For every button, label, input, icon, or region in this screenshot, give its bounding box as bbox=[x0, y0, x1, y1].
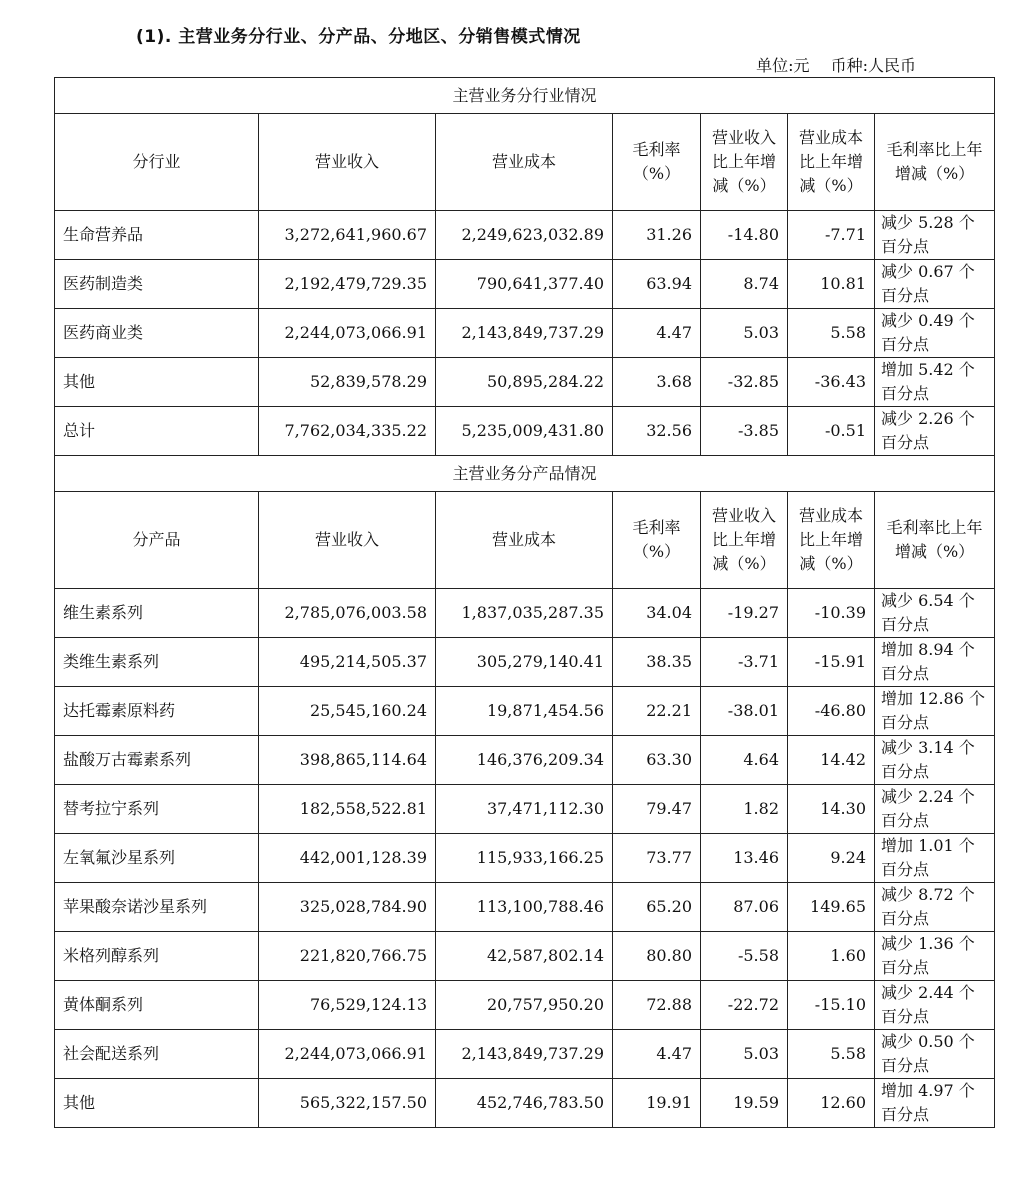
cost-change-cell: -10.39 bbox=[788, 589, 875, 638]
header-gross-margin: 毛利率（%） bbox=[613, 114, 701, 211]
revenue-cell: 25,545,160.24 bbox=[259, 687, 436, 736]
revenue-change-cell: -38.01 bbox=[701, 687, 788, 736]
gross-margin-cell: 19.91 bbox=[613, 1079, 701, 1128]
category-cell: 维生素系列 bbox=[55, 589, 259, 638]
revenue-change-cell: -14.80 bbox=[701, 211, 788, 260]
gross-margin-cell: 22.21 bbox=[613, 687, 701, 736]
revenue-cell: 495,214,505.37 bbox=[259, 638, 436, 687]
revenue-cell: 398,865,114.64 bbox=[259, 736, 436, 785]
margin-change-cell: 减少 1.36 个百分点 bbox=[875, 932, 995, 981]
margin-change-cell: 减少 2.44 个百分点 bbox=[875, 981, 995, 1030]
category-cell: 其他 bbox=[55, 358, 259, 407]
revenue-change-cell: 19.59 bbox=[701, 1079, 788, 1128]
revenue-change-cell: -19.27 bbox=[701, 589, 788, 638]
cost-cell: 790,641,377.40 bbox=[436, 260, 613, 309]
cost-cell: 2,143,849,737.29 bbox=[436, 1030, 613, 1079]
cost-change-cell: 1.60 bbox=[788, 932, 875, 981]
header-category: 分行业 bbox=[55, 114, 259, 211]
cost-change-cell: -36.43 bbox=[788, 358, 875, 407]
revenue-table bbox=[54, 77, 995, 1128]
margin-change-cell: 增加 5.42 个百分点 bbox=[875, 358, 995, 407]
gross-margin-cell: 4.47 bbox=[613, 309, 701, 358]
category-cell: 米格列醇系列 bbox=[55, 932, 259, 981]
table-row bbox=[55, 981, 995, 1030]
category-cell: 达托霉素原料药 bbox=[55, 687, 259, 736]
gross-margin-cell: 73.77 bbox=[613, 834, 701, 883]
cost-cell: 2,249,623,032.89 bbox=[436, 211, 613, 260]
revenue-change-cell: -3.85 bbox=[701, 407, 788, 456]
header-margin-change: 毛利率比上年增减（%） bbox=[875, 114, 995, 211]
revenue-change-cell: 5.03 bbox=[701, 1030, 788, 1079]
margin-change-cell: 减少 6.54 个百分点 bbox=[875, 589, 995, 638]
revenue-cell: 2,785,076,003.58 bbox=[259, 589, 436, 638]
header-gross-margin: 毛利率（%） bbox=[613, 492, 701, 589]
cost-cell: 2,143,849,737.29 bbox=[436, 309, 613, 358]
margin-change-cell: 减少 5.28 个百分点 bbox=[875, 211, 995, 260]
revenue-change-cell: 1.82 bbox=[701, 785, 788, 834]
margin-change-cell: 增加 8.94 个百分点 bbox=[875, 638, 995, 687]
revenue-change-cell: 8.74 bbox=[701, 260, 788, 309]
unit-note bbox=[740, 53, 916, 76]
cost-change-cell: 10.81 bbox=[788, 260, 875, 309]
category-cell: 社会配送系列 bbox=[55, 1030, 259, 1079]
revenue-cell: 2,244,073,066.91 bbox=[259, 1030, 436, 1079]
cost-cell: 305,279,140.41 bbox=[436, 638, 613, 687]
cost-cell: 19,871,454.56 bbox=[436, 687, 613, 736]
revenue-cell: 325,028,784.90 bbox=[259, 883, 436, 932]
revenue-change-cell: 5.03 bbox=[701, 309, 788, 358]
margin-change-cell: 增加 4.97 个百分点 bbox=[875, 1079, 995, 1128]
category-cell: 医药商业类 bbox=[55, 309, 259, 358]
cost-change-cell: -15.91 bbox=[788, 638, 875, 687]
table-row bbox=[55, 785, 995, 834]
margin-change-cell: 减少 0.50 个百分点 bbox=[875, 1030, 995, 1079]
revenue-cell: 3,272,641,960.67 bbox=[259, 211, 436, 260]
header-cost-change: 营业成本比上年增减（%） bbox=[788, 492, 875, 589]
industry-section-title: 主营业务分行业情况 bbox=[55, 78, 995, 114]
revenue-change-cell: -22.72 bbox=[701, 981, 788, 1030]
revenue-cell: 52,839,578.29 bbox=[259, 358, 436, 407]
header-revenue-change: 营业收入比上年增减（%） bbox=[701, 114, 788, 211]
table-row bbox=[55, 1030, 995, 1079]
cost-change-cell: 9.24 bbox=[788, 834, 875, 883]
cost-change-cell: 5.58 bbox=[788, 309, 875, 358]
revenue-change-cell: -5.58 bbox=[701, 932, 788, 981]
gross-margin-cell: 32.56 bbox=[613, 407, 701, 456]
revenue-change-cell: 4.64 bbox=[701, 736, 788, 785]
table-row bbox=[55, 211, 995, 260]
margin-change-cell: 减少 2.26 个百分点 bbox=[875, 407, 995, 456]
gross-margin-cell: 65.20 bbox=[613, 883, 701, 932]
revenue-change-cell: 87.06 bbox=[701, 883, 788, 932]
revenue-cell: 7,762,034,335.22 bbox=[259, 407, 436, 456]
category-cell: 类维生素系列 bbox=[55, 638, 259, 687]
header-cost-change: 营业成本比上年增减（%） bbox=[788, 114, 875, 211]
margin-change-cell: 减少 0.49 个百分点 bbox=[875, 309, 995, 358]
table-row bbox=[55, 358, 995, 407]
cost-change-cell: -0.51 bbox=[788, 407, 875, 456]
table-row bbox=[55, 589, 995, 638]
table-row bbox=[55, 687, 995, 736]
margin-change-cell: 减少 3.14 个百分点 bbox=[875, 736, 995, 785]
cost-cell: 1,837,035,287.35 bbox=[436, 589, 613, 638]
product-section-title: 主营业务分产品情况 bbox=[55, 456, 995, 492]
header-revenue: 营业收入 bbox=[259, 492, 436, 589]
gross-margin-cell: 79.47 bbox=[613, 785, 701, 834]
cost-cell: 37,471,112.30 bbox=[436, 785, 613, 834]
gross-margin-cell: 4.47 bbox=[613, 1030, 701, 1079]
gross-margin-cell: 80.80 bbox=[613, 932, 701, 981]
margin-change-cell: 减少 2.24 个百分点 bbox=[875, 785, 995, 834]
unit-label: 单位:元 bbox=[756, 56, 810, 75]
cost-change-cell: -15.10 bbox=[788, 981, 875, 1030]
product-section-title-row bbox=[55, 456, 995, 492]
category-cell: 生命营养品 bbox=[55, 211, 259, 260]
cost-cell: 113,100,788.46 bbox=[436, 883, 613, 932]
cost-change-cell: -46.80 bbox=[788, 687, 875, 736]
gross-margin-cell: 63.94 bbox=[613, 260, 701, 309]
cost-cell: 146,376,209.34 bbox=[436, 736, 613, 785]
header-cost: 营业成本 bbox=[436, 492, 613, 589]
table-row bbox=[55, 407, 995, 456]
header-revenue: 营业收入 bbox=[259, 114, 436, 211]
cost-cell: 5,235,009,431.80 bbox=[436, 407, 613, 456]
revenue-change-cell: -32.85 bbox=[701, 358, 788, 407]
product-section-header-row bbox=[55, 492, 995, 589]
revenue-cell: 182,558,522.81 bbox=[259, 785, 436, 834]
revenue-cell: 221,820,766.75 bbox=[259, 932, 436, 981]
table-row bbox=[55, 1079, 995, 1128]
revenue-cell: 565,322,157.50 bbox=[259, 1079, 436, 1128]
revenue-change-cell: -3.71 bbox=[701, 638, 788, 687]
revenue-cell: 2,244,073,066.91 bbox=[259, 309, 436, 358]
category-cell: 医药制造类 bbox=[55, 260, 259, 309]
category-cell: 盐酸万古霉素系列 bbox=[55, 736, 259, 785]
table-row bbox=[55, 638, 995, 687]
category-cell: 苹果酸奈诺沙星系列 bbox=[55, 883, 259, 932]
table-row bbox=[55, 932, 995, 981]
cost-change-cell: 14.30 bbox=[788, 785, 875, 834]
revenue-cell: 2,192,479,729.35 bbox=[259, 260, 436, 309]
header-cost: 营业成本 bbox=[436, 114, 613, 211]
cost-cell: 452,746,783.50 bbox=[436, 1079, 613, 1128]
cost-change-cell: 149.65 bbox=[788, 883, 875, 932]
header-revenue-change: 营业收入比上年增减（%） bbox=[701, 492, 788, 589]
margin-change-cell: 增加 1.01 个百分点 bbox=[875, 834, 995, 883]
margin-change-cell: 增加 12.86 个百分点 bbox=[875, 687, 995, 736]
margin-change-cell: 减少 0.67 个百分点 bbox=[875, 260, 995, 309]
gross-margin-cell: 63.30 bbox=[613, 736, 701, 785]
cost-change-cell: 14.42 bbox=[788, 736, 875, 785]
gross-margin-cell: 38.35 bbox=[613, 638, 701, 687]
gross-margin-cell: 34.04 bbox=[613, 589, 701, 638]
table-row bbox=[55, 736, 995, 785]
margin-change-cell: 减少 8.72 个百分点 bbox=[875, 883, 995, 932]
revenue-cell: 442,001,128.39 bbox=[259, 834, 436, 883]
category-cell: 其他 bbox=[55, 1079, 259, 1128]
currency-label: 币种:人民币 bbox=[830, 56, 916, 75]
cost-cell: 115,933,166.25 bbox=[436, 834, 613, 883]
table-row bbox=[55, 260, 995, 309]
cost-cell: 50,895,284.22 bbox=[436, 358, 613, 407]
gross-margin-cell: 3.68 bbox=[613, 358, 701, 407]
header-category: 分产品 bbox=[55, 492, 259, 589]
cost-cell: 20,757,950.20 bbox=[436, 981, 613, 1030]
industry-section-title-row bbox=[55, 78, 995, 114]
category-cell: 总计 bbox=[55, 407, 259, 456]
cost-cell: 42,587,802.14 bbox=[436, 932, 613, 981]
table-row bbox=[55, 883, 995, 932]
table-row bbox=[55, 834, 995, 883]
header-margin-change: 毛利率比上年增减（%） bbox=[875, 492, 995, 589]
cost-change-cell: 12.60 bbox=[788, 1079, 875, 1128]
gross-margin-cell: 72.88 bbox=[613, 981, 701, 1030]
category-cell: 左氧氟沙星系列 bbox=[55, 834, 259, 883]
category-cell: 黄体酮系列 bbox=[55, 981, 259, 1030]
table-row bbox=[55, 309, 995, 358]
industry-section-header-row bbox=[55, 114, 995, 211]
gross-margin-cell: 31.26 bbox=[613, 211, 701, 260]
category-cell: 替考拉宁系列 bbox=[55, 785, 259, 834]
cost-change-cell: 5.58 bbox=[788, 1030, 875, 1079]
revenue-change-cell: 13.46 bbox=[701, 834, 788, 883]
section-heading: (1). 主营业务分行业、分产品、分地区、分销售模式情况 bbox=[136, 27, 581, 47]
cost-change-cell: -7.71 bbox=[788, 211, 875, 260]
revenue-cell: 76,529,124.13 bbox=[259, 981, 436, 1030]
